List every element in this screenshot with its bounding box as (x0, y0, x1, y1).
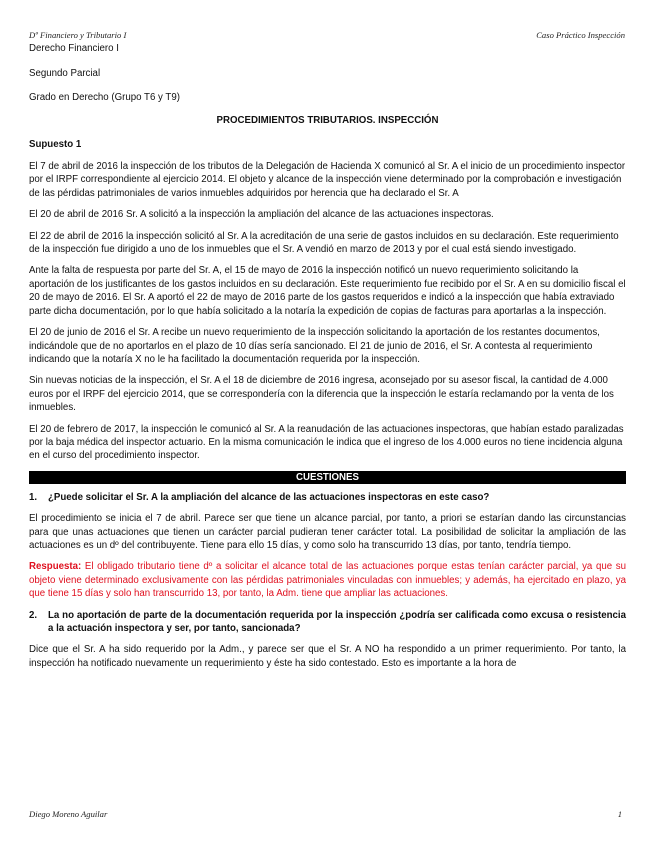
course-name: Derecho Financiero I (29, 43, 119, 54)
supuesto-heading: Supuesto 1 (29, 138, 82, 150)
question-1-number: 1. (29, 491, 38, 503)
paragraph-5: El 20 de junio de 2016 el Sr. A recibe un nuevo requerimiento de la inspección solicitando la aportación de los restantes documentos, indicándole que de no aportarlos en el plazo de 10 días sería sancionado. El 21 de junio de 2016, el Sr. A contesta al requerimiento indicando que la notaría X no le ha facilitado la documentación requerida por la inspección. (29, 327, 600, 365)
paragraph-4: Ante la falta de respuesta por parte del Sr. A, el 15 de mayo de 2016 la inspección notificó un nuevo requerimiento solicitando la aportación de los justificantes de los gastos incluidos en su declaración. Este requerimiento fue recibido por el Sr. A en su domicilio fiscal el 20 de mayo de 2016. El Sr. A aportó el 22 de mayo de 2016 parte de los gastos requeridos e indicó a la inspección que había extraviado parte dicha documentación, por lo que había solicitado a la notaría la expedición de copias de facturas para aportarlas a la inspección. (29, 265, 626, 317)
question-2-number: 2. (29, 609, 38, 621)
header-left: Dº Financiero y Tributario I (29, 30, 127, 40)
question-2 (29, 609, 626, 636)
header-right: Caso Práctico Inspección (536, 30, 625, 40)
cuestiones-banner: CUESTIONES (29, 471, 626, 484)
question-2-answer: Dice que el Sr. A ha sido requerido por la Adm., y parece ser que el Sr. A NO ha respondido a un primer requerimiento. Por tanto, la inspección ha notificado nuevamente un requerimiento y éste ha sido contestado. Esto es importante a la hora de (29, 644, 626, 669)
question-1-text: ¿Puede solicitar el Sr. A la ampliación del alcance de las actuaciones inspectoras en este caso? (48, 491, 490, 503)
paragraph-1: El 7 de abril de 2016 la inspección de los tributos de la Delegación de Hacienda X comunicó al Sr. A el inicio de un procedimiento inspector por el IRPF correspondiente al ejercicio 2014. El objeto y alcance de la inspección viene determinado por la comprobación e investigación de las pérdidas patrimoniales de varios inmuebles adquiridos por herencia que ha declarado el Sr. A (29, 161, 626, 199)
footer-author: Diego Moreno Aguilar (29, 809, 108, 819)
document-title: PROCEDIMIENTOS TRIBUTARIOS. INSPECCIÓN (216, 115, 439, 127)
document-body (29, 42, 626, 678)
group-name: Grado en Derecho (Grupo T6 y T9) (29, 91, 180, 103)
question-2-text: La no aportación de parte de la documentación requerida por la inspección ¿podría ser calificada como excusa o resistencia a la actuación inspectora y ser, por tanto, sancionada? (48, 609, 626, 634)
paragraph-2: El 20 de abril de 2016 Sr. A solicitó a la inspección la ampliación del alcance de las actuaciones inspectoras. (29, 209, 494, 221)
page-number: 1 (617, 809, 622, 819)
response-label: Respuesta: (29, 561, 82, 573)
question-1-answer: El procedimiento se inicia el 7 de abril. Parece ser que tiene un alcance parcial, por tanto, a priori se estarían dando las circunstancias para que unas actuaciones que tienen un carácter parcial pudieran tener carácter total. La posibilidad de solicitar la ampliación de las actuaciones es un dº del contribuyente. Tiene para ello 15 días, y como solo ha transcurrido 13 días, por tanto, tendría tiempo. (29, 513, 626, 551)
exam-name: Segundo Parcial (29, 68, 101, 80)
question-1 (29, 491, 626, 504)
question-1-response (29, 560, 626, 600)
paragraph-6: Sin nuevas noticias de la inspección, el Sr. A el 18 de diciembre de 2016 ingresa, aconsejado por su asesor fiscal, la cantidad de 4.000 euros por el IRPF del ejercicio 2014, que se correspondería con la diferencia que la inspección le estaría reclamando por la venta de los inmuebles. (29, 375, 614, 414)
paragraph-7: El 20 de febrero de 2017, la inspección le comunicó al Sr. A la reanudación de las actuaciones inspectoras, que habían estado paralizadas por la baja médica del inspector actuario. En la misma comunicación le indica que el ingreso de los 4.000 euros no tiene incidencia alguna en el curso del procedimiento inspector. (29, 423, 624, 462)
response-text: El obligado tributario tiene dº a solicitar el alcance total de las actuaciones porque estas tenían carácter parcial, ya que su objeto viene determinado exclusivamente con las pérdidas patrimoniales vinculadas con inmuebles; y además, ha ejercitado en plazo, ya que tiene 15 días y solo han transcurrido 13, por tanto, la Adm. tiene que ampliar las actuaciones. (29, 561, 626, 600)
paragraph-3: El 22 de abril de 2016 la inspección solicitó al Sr. A la acreditación de una serie de gastos incluidos en su declaración. Este requerimiento de la inspección fue dirigido a uno de los inmuebles que el Sr. A vendió en marzo de 2013 y por el cual está siendo investigado. (29, 230, 619, 256)
